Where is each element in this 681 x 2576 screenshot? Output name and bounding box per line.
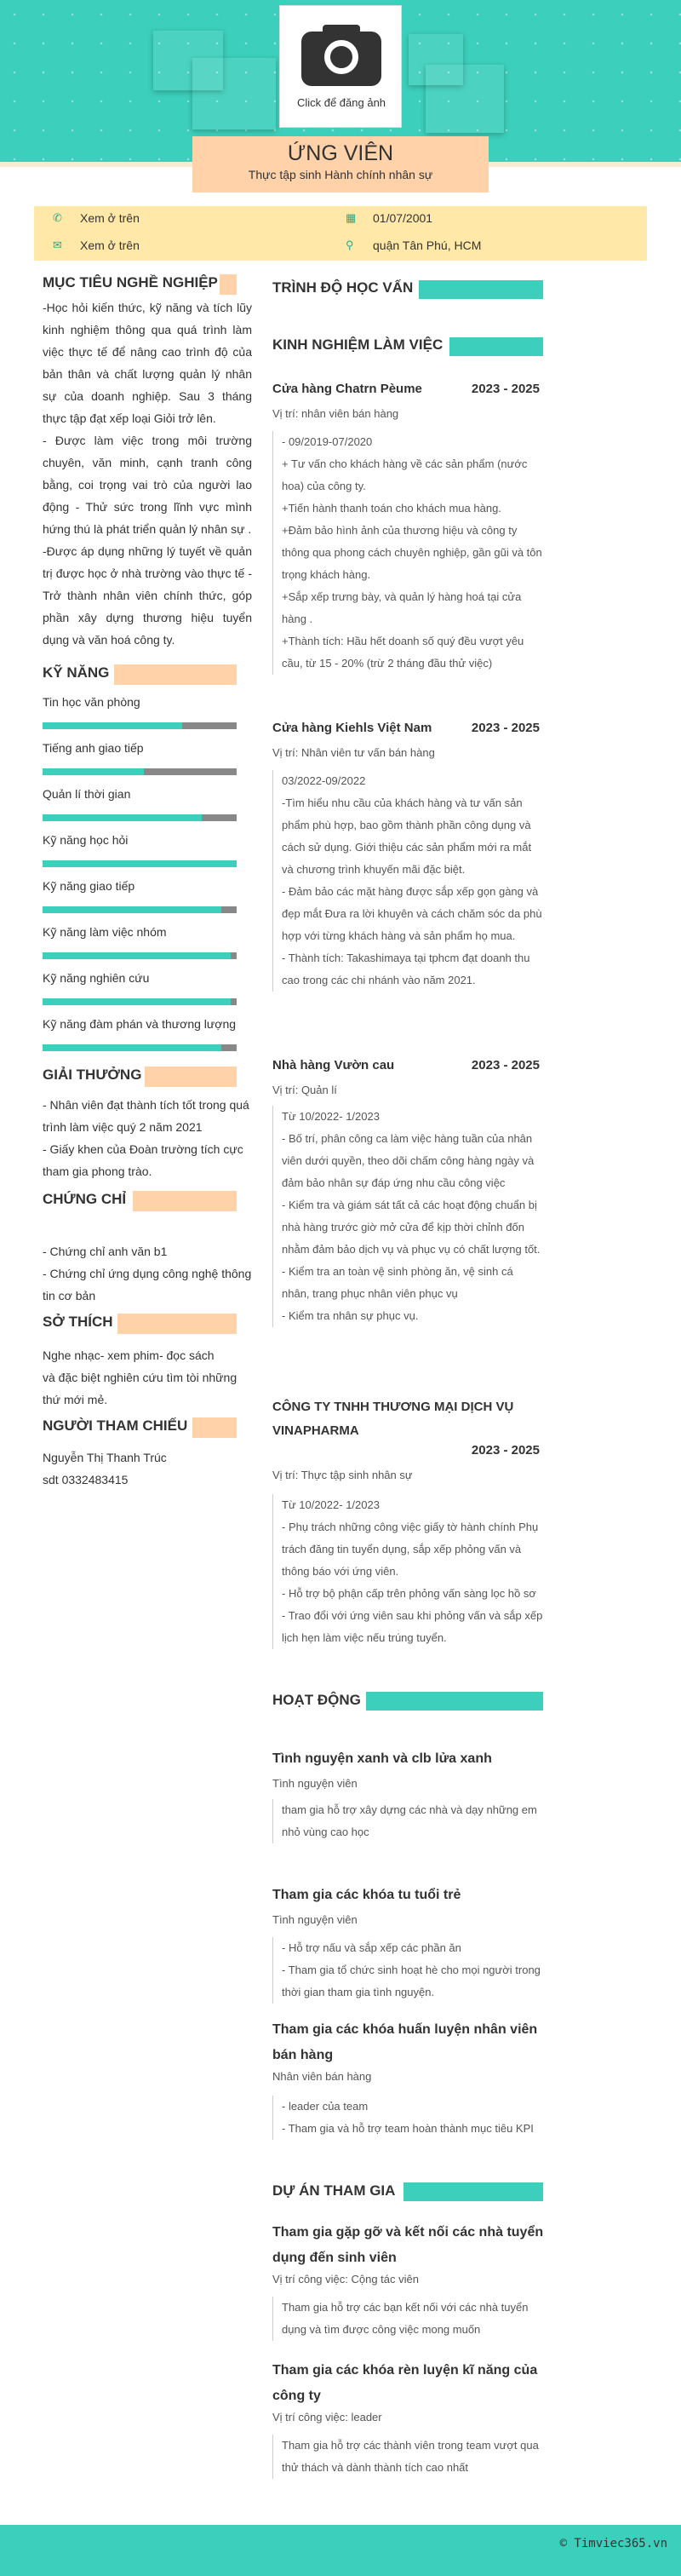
- awards-title: GIẢI THƯỞNG: [43, 1067, 142, 1083]
- birthday-value[interactable]: 01/07/2001: [373, 211, 433, 225]
- activity-role[interactable]: Nhân viên bán hàng: [272, 2070, 372, 2083]
- skill-item: [43, 971, 237, 988]
- skill-item: [43, 787, 237, 804]
- skill-item: [43, 741, 237, 758]
- experience-title-bar: [449, 337, 543, 356]
- skill-bar-fill: [43, 768, 144, 775]
- location-pin-icon: ⚲: [346, 239, 354, 251]
- skill-bar: [43, 952, 237, 959]
- reference-name[interactable]: Nguyễn Thị Thanh Trúc: [43, 1451, 167, 1464]
- hobbies-text[interactable]: Nghe nhạc- xem phim- đọc sách và đặc biệt nghiên cứu tìm tòi những thứ mới mẻ.: [43, 1348, 237, 1406]
- awards-title-bar: [145, 1067, 237, 1087]
- phone-value[interactable]: Xem ở trên: [80, 211, 140, 225]
- activity-role[interactable]: Tình nguyện viên: [272, 1777, 358, 1790]
- job-role[interactable]: Vị trí: Nhân viên tư vấn bán hàng: [272, 746, 435, 759]
- education-title-bar: [419, 280, 543, 299]
- objective-title-bar: [220, 274, 237, 295]
- reference-phone[interactable]: sdt 0332483415: [43, 1473, 129, 1486]
- activity-title[interactable]: Tình nguyện xanh và clb lửa xanh: [272, 1751, 492, 1766]
- project-role[interactable]: Vị trí công việc: Cộng tác viên: [272, 2273, 419, 2286]
- skill-bar-fill: [43, 952, 231, 959]
- avatar-upload[interactable]: [279, 5, 402, 128]
- reference-title-bar: [192, 1417, 237, 1438]
- skill-item: [43, 833, 237, 850]
- project-title[interactable]: Tham gia các khóa rèn luyện kĩ năng của công ty: [272, 2363, 538, 2403]
- certs-title-bar: [133, 1191, 237, 1211]
- skill-bar-fill: [43, 722, 182, 729]
- skill-item: [43, 879, 237, 896]
- skill-bar-fill: [43, 1044, 221, 1051]
- skill-bar: [43, 722, 237, 729]
- job-role[interactable]: Vị trí: Quản lí: [272, 1084, 337, 1096]
- candidate-position[interactable]: Thực tập sinh Hành chính nhân sự: [248, 168, 433, 181]
- skill-bar-fill: [43, 998, 231, 1005]
- activity-details[interactable]: - leader của team - Tham gia và hỗ trợ team hoàn thành mục tiêu KPI: [272, 2096, 543, 2140]
- skills-title-bar: [114, 664, 237, 685]
- objective-title: MỤC TIÊU NGHỀ NGHIỆP: [43, 274, 218, 290]
- email-icon: ✉: [53, 239, 62, 251]
- job-years[interactable]: 2023 - 2025: [471, 1443, 540, 1458]
- job-years[interactable]: 2023 - 2025: [471, 382, 540, 396]
- activities-title-bar: [366, 1692, 543, 1711]
- job-company[interactable]: Nhà hàng Vườn cau: [272, 1058, 395, 1072]
- skill-item: [43, 925, 237, 942]
- skill-name[interactable]: Kỹ năng làm việc nhóm: [43, 925, 167, 939]
- project-details[interactable]: Tham gia hỗ trợ các thành viên trong team vượt qua thử thách và dành thành tích cao nhất: [272, 2435, 543, 2479]
- skill-bar: [43, 860, 237, 867]
- job-role[interactable]: Vị trí: nhân viên bán hàng: [272, 407, 399, 420]
- skill-bar: [43, 768, 237, 775]
- project-details[interactable]: Tham gia hỗ trợ các bạn kết nối với các nhà tuyển dụng và tìm được công việc mong muốn: [272, 2297, 543, 2341]
- skill-item: [43, 1017, 237, 1034]
- avatar-upload-label: Click để đăng ảnh: [296, 96, 386, 109]
- hobbies-title-bar: [117, 1314, 237, 1334]
- skill-bar: [43, 998, 237, 1005]
- job-company[interactable]: Cửa hàng Chatrn Pèume: [272, 382, 422, 396]
- projects-title-bar: [403, 2182, 543, 2201]
- job-details[interactable]: 03/2022-09/2022 -Tìm hiểu nhu cầu của khách hàng và tư vấn sản phẩm phù hợp, bao gồm thành phần công dụng và cách sử dụng. Giới thiệu các sản phẩm mới ra mắt và chương trình khuyến mãi đặc biệt. - Đảm bảo các mặt hàng được sắp xếp gọn gàng và đẹp mắt Đưa ra lời khuyên và cách chăm sóc da phù hợp với từng khách hàng và sản phẩm họ mua. - Thành tích: Takashimaya tại tphcm đạt doanh thu cao trong các chi nhánh vào năm 2021.: [272, 770, 543, 992]
- address-value[interactable]: quận Tân Phú, HCM: [373, 239, 482, 252]
- skill-item: [43, 695, 237, 712]
- phone-icon: ✆: [53, 211, 62, 224]
- skill-name[interactable]: Tiếng anh giao tiếp: [43, 741, 144, 755]
- education-title: TRÌNH ĐỘ HỌC VẤN: [272, 279, 414, 296]
- skill-bar: [43, 906, 237, 913]
- job-details[interactable]: Từ 10/2022- 1/2023 - Phụ trách những công việc giấy tờ hành chính Phụ trách đăng tin tuyển dụng, sắp xếp phỏng vấn và thông báo với ứng viên. - Hỗ trợ bộ phận cấp trên phỏng vấn sàng lọc hồ sơ - Trao đổi với ứng viên sau khi phỏng vấn và sắp xếp lịch hẹn làm việc nếu trúng tuyển.: [272, 1494, 543, 1649]
- hobbies-title: SỞ THÍCH: [43, 1314, 113, 1330]
- skill-name[interactable]: Kỹ năng nghiên cứu: [43, 971, 150, 985]
- activity-details[interactable]: - Hỗ trợ nấu và sắp xếp các phần ăn - Tham gia tổ chức sinh hoạt hè cho mọi người trong thời gian tham gia tình nguyện.: [272, 1937, 543, 2004]
- skill-name[interactable]: Kỹ năng giao tiếp: [43, 879, 135, 893]
- job-details[interactable]: - 09/2019-07/2020 + Tư vấn cho khách hàng về các sản phẩm (nước hoa) của công ty. +Tiến hành thanh toán cho khách mua hàng. +Đảm bảo hình ảnh của thương hiệu và công ty thông qua phong cách chuyên nghiệp, gần gũi và tôn trọng khách hàng. +Sắp xếp trưng bày, và quản lý hàng hoá tại cửa hàng . +Thành tích: Hầu hết doanh số quý đều vượt yêu cầu, từ 15 - 20% (trừ 2 tháng đầu thử việc): [272, 431, 543, 675]
- email-value[interactable]: Xem ở trên: [80, 239, 140, 252]
- projects-title: DỰ ÁN THAM GIA: [272, 2182, 396, 2199]
- job-years[interactable]: 2023 - 2025: [471, 1058, 540, 1072]
- activity-details[interactable]: tham gia hỗ trợ xây dựng các nhà và dạy những em nhỏ vùng cao học: [272, 1799, 543, 1843]
- objective-text[interactable]: -Học hỏi kiến thức, kỹ năng và tích lũy kinh nghiệm thông qua quá trình làm việc thực tế để nâng cao trình độ của bản thân và chất lượng quản lý nhân sự của doanh nghiệp. Sau 3 tháng thực tập đạt xếp loại Giỏi trở lên. - Được làm việc trong môi trường chuyên, văn minh, cạnh tranh công bằng, coi trọng vai trò của người lao động - Thử sức trong lĩnh vực mình hứng thú là phát triển quản lý nhân sự . -Được áp dụng những lý tuyết về quản trị được học ở nhà trường vào thực tế - Trở thành nhân viên chính thức, góp phần xây dựng thương hiệu tuyển dụng và văn hoá công ty.: [43, 301, 252, 647]
- project-role[interactable]: Vị trí công việc: leader: [272, 2411, 382, 2424]
- activity-title[interactable]: Tham gia các khóa tu tuổi trẻ: [272, 1888, 461, 1902]
- skill-name[interactable]: Quản lí thời gian: [43, 787, 131, 801]
- awards-text[interactable]: - Nhân viên đạt thành tích tốt trong quá trình làm việc quý 2 năm 2021 - Giấy khen của Đoàn trường tích cực tham gia phong trào.: [43, 1098, 249, 1178]
- project-title[interactable]: Tham gia gặp gỡ và kết nối các nhà tuyển dụng đến sinh viên: [272, 2225, 544, 2265]
- job-company[interactable]: CÔNG TY TNHH THƯƠNG MẠI DỊCH VỤ VINAPHARMA: [272, 1400, 514, 1438]
- skill-name[interactable]: Kỹ năng đàm phán và thương lượng: [43, 1017, 237, 1031]
- skill-name[interactable]: Tin học văn phòng: [43, 695, 140, 709]
- activity-title[interactable]: Tham gia các khóa huấn luyện nhân viên bán hàng: [272, 2022, 538, 2062]
- skill-name[interactable]: Kỹ năng học hỏi: [43, 833, 129, 847]
- calendar-icon: ▦: [346, 211, 357, 224]
- certs-title: CHỨNG CHỈ: [43, 1191, 127, 1207]
- skill-bar: [43, 1044, 237, 1051]
- skills-title: KỸ NĂNG: [43, 664, 110, 681]
- name-box: [192, 136, 489, 193]
- footer-copyright[interactable]: © Timviec365.vn: [559, 2537, 667, 2550]
- skill-bar-fill: [43, 860, 237, 867]
- activity-role[interactable]: Tình nguyện viên: [272, 1913, 358, 1926]
- job-years[interactable]: 2023 - 2025: [471, 721, 540, 735]
- reference-title: NGƯỜI THAM CHIẾU: [43, 1417, 188, 1434]
- certs-text[interactable]: - Chứng chỉ anh văn b1 - Chứng chỉ ứng dụng công nghệ thông tin cơ bản: [43, 1245, 252, 1302]
- skill-bar-fill: [43, 814, 202, 821]
- job-role[interactable]: Vị trí: Thực tập sinh nhân sự: [272, 1469, 413, 1481]
- candidate-name[interactable]: ỨNG VIÊN: [287, 141, 394, 165]
- experience-title: KINH NGHIỆM LÀM VIỆC: [272, 336, 444, 353]
- job-company[interactable]: Cửa hàng Kiehls Việt Nam: [272, 721, 432, 735]
- contact-info-bar: [34, 206, 647, 261]
- activities-title: HOẠT ĐỘNG: [272, 1692, 361, 1708]
- skill-bar-fill: [43, 906, 221, 913]
- skill-bar: [43, 814, 237, 821]
- footer: [0, 2525, 681, 2576]
- job-details[interactable]: Từ 10/2022- 1/2023 - Bố trí, phân công ca làm việc hàng tuần của nhân viên dưới quyền, theo dõi chấm công hàng ngày và đảm bảo nhân sự đáp ứng nhu cầu công việc - Kiểm tra và giám sát tất cả các hoạt động chuẩn bị nhà hàng trước giờ mở cửa để kịp thời chỉnh đốn nhằm đảm bảo dịch vụ và phục vụ có chất lượng tốt. - Kiểm tra an toàn vệ sinh phòng ăn, vệ sinh cá nhân, trang phục nhân viên phục vụ - Kiểm tra nhân sự phục vụ.: [272, 1106, 543, 1327]
